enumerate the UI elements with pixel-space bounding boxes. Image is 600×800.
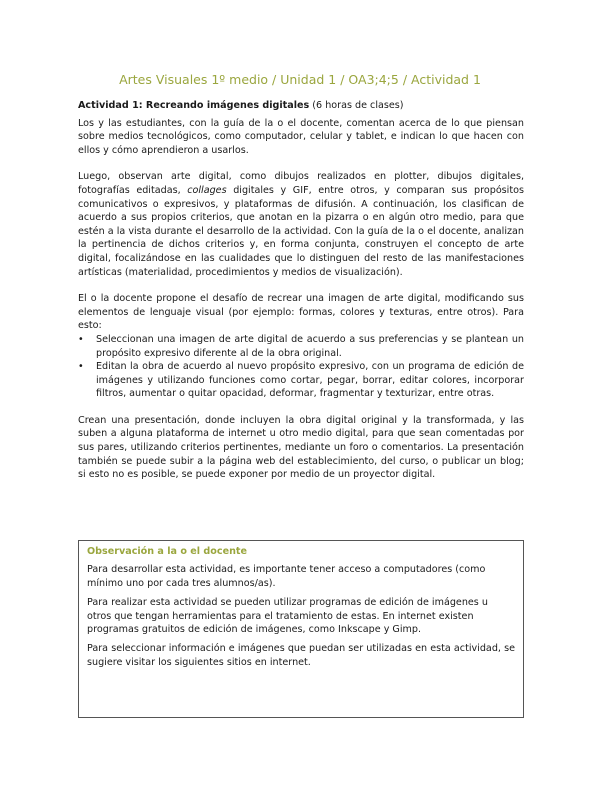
- steps-list: [78, 333, 524, 401]
- activity-title-bold: Actividad 1: Recreando imágenes digitales: [78, 100, 310, 111]
- activity-title-duration: (6 horas de clases): [309, 100, 404, 111]
- teacher-note-paragraph-sites: Para seleccionar información e imágenes que puedan ser utilizadas en esta actividad, se sugiere visitar los siguientes sitios en internet.: [87, 643, 515, 668]
- page-header-breadcrumb: Artes Visuales 1º medio / Unidad 1 / OA3;4;5 / Actividad 1: [119, 72, 481, 87]
- bullet-icon: •: [78, 333, 84, 345]
- paragraph-digital-art-b: digitales y GIF, entre otros, y comparan sus propósitos comunicativos o expresivos, y plataformas de difusión. A continuación, los clasifican de acuerdo a sus propios criterios, que anotan en la pizarra o en algún otro medio, para que estén a la vista durante el desarrollo de la actividad. Con la guía de la o el docente, analizan la pertinencia de dichos criterios y, en forma conjunta, construyen el concepto de arte digital, focalizándose en las cualidades que lo distinguen del resto de las manifestaciones artísticas (materialidad, procedimientos y medios de visualización).: [78, 184, 524, 278]
- paragraph-challenge: El o la docente propone el desafío de recrear una imagen de arte digital, modificando sus elementos de lenguaje visual (por ejemplo: formas, colores y texturas, entre otros). Para esto:: [78, 293, 524, 332]
- activity-content: [78, 99, 524, 495]
- paragraph-presentation: Crean una presentación, donde incluyen la obra digital original y la transformada, y las suben a alguna plataforma de internet u otro medio digital, para que sean comentadas por sus pares, utilizando criterios pertinentes, mediante un foro o comentarios. La presentación también se puede subir a la página web del establecimiento, del curso, o publicar un blog; si esto no es posible, se puede exponer por medio de un proyector digital.: [78, 414, 524, 481]
- list-item: [78, 360, 524, 401]
- activity-title: [78, 99, 524, 113]
- paragraph-digital-art-a: Luego, observan arte digital, como dibujos realizados en plotter, dibujos digitales, fotografías editadas,: [78, 171, 524, 196]
- teacher-note-paragraph-software: Para realizar esta actividad se pueden utilizar programas de edición de imágenes u otros que tengan herramientas para el tratamiento de estas. En internet existen programas gratuitos de edición de imágenes, como Inkscape y Gimp.: [87, 597, 488, 636]
- teacher-note-box: [78, 540, 524, 718]
- list-item-text: Editan la obra de acuerdo al nuevo propósito expresivo, con un programa de edición de imágenes y utilizando funciones como cortar, pegar, borrar, editar colores, incorporar filtros, aumentar o quitar opacidad, deformar, fragmentar y texturizar, entre otras.: [96, 361, 524, 400]
- paragraph-digital-art: [78, 170, 524, 279]
- list-item-text: Seleccionan una imagen de arte digital de acuerdo a sus preferencias y se plantean un propósito expresivo diferente al de la obra original.: [96, 333, 524, 359]
- teacher-note-title: Observación a la o el docente: [87, 546, 247, 557]
- list-item: [78, 333, 524, 360]
- bullet-icon: •: [78, 361, 84, 373]
- paragraph-digital-art-italic: collages: [187, 184, 227, 196]
- paragraph-intro: Los y las estudiantes, con la guía de la o el docente, comentan acerca de lo que piensan sobre medios tecnológicos, como computador, celular y tablet, e indican lo que hacen con ellos y cómo aprendieron a usarlos.: [78, 117, 524, 156]
- teacher-note-paragraph-computers: Para desarrollar esta actividad, es importante tener acceso a computadores (como mínimo uno por cada tres alumnos/as).: [87, 564, 486, 589]
